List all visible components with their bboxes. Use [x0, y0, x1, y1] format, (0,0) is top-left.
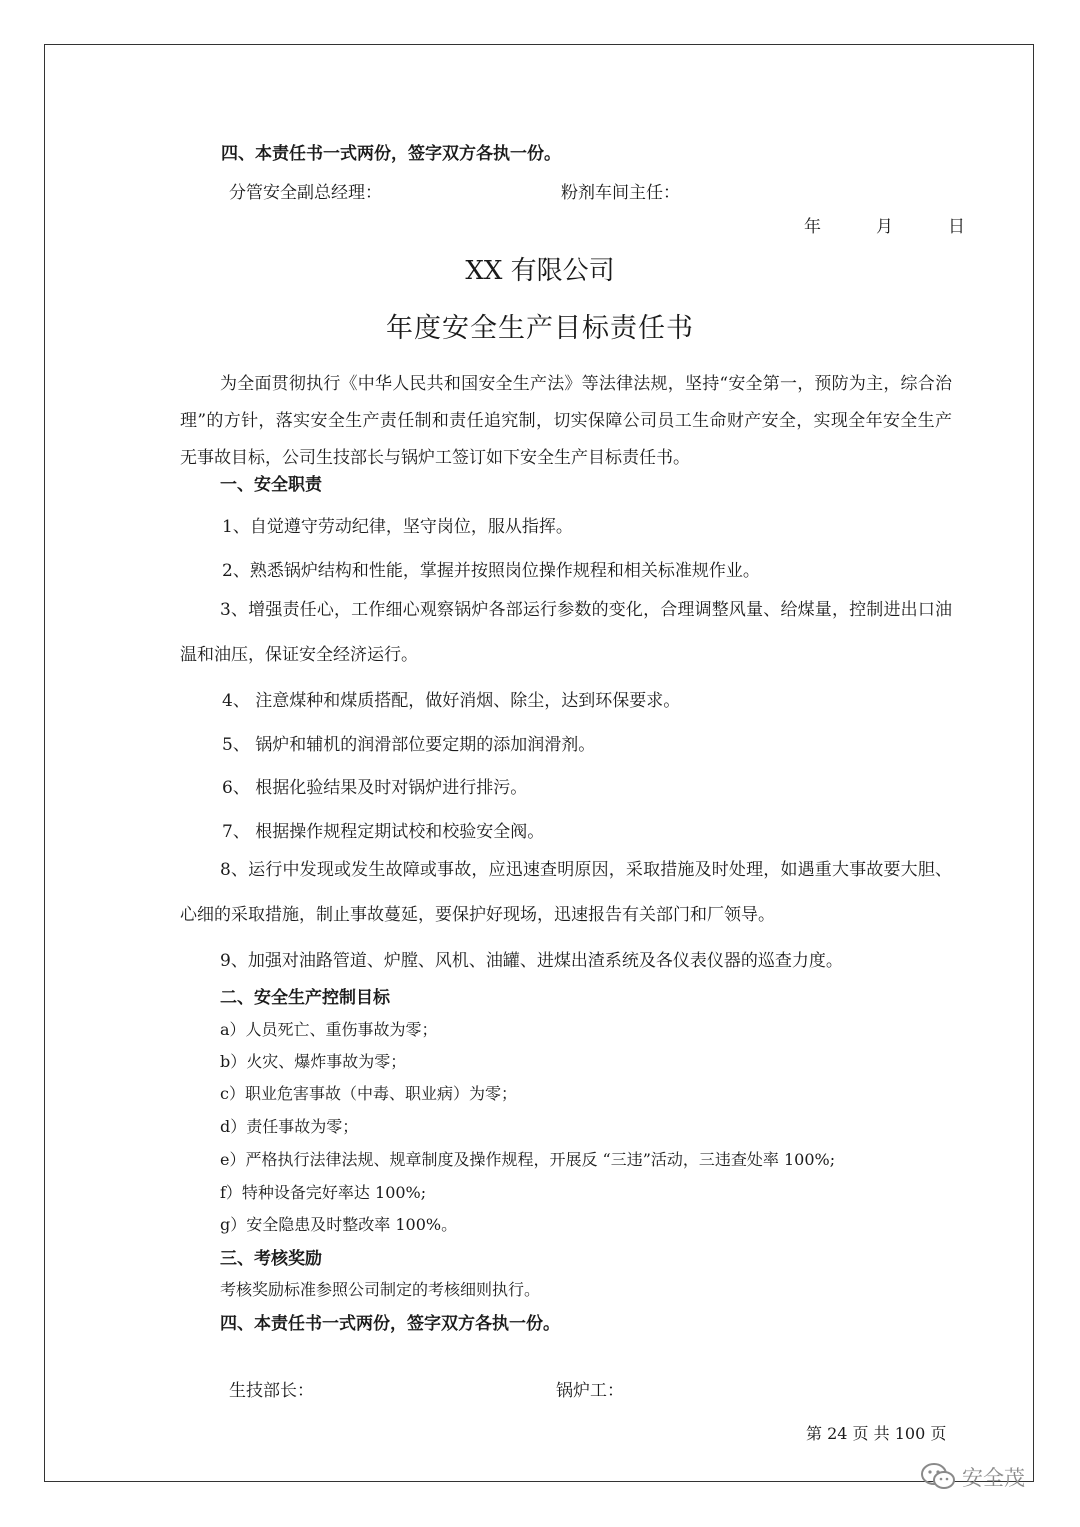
duty-item-5: 5、 锅炉和辅机的润滑部位要定期的添加润滑剂。	[222, 735, 596, 755]
company-title: XX 有限公司	[465, 256, 615, 286]
watermark	[920, 1462, 1025, 1492]
section3-text: 考核奖励标准参照公司制定的考核细则执行。	[220, 1280, 541, 1299]
section1-heading: 一、安全职责	[220, 475, 322, 495]
section2-heading: 二、安全生产控制目标	[220, 988, 390, 1008]
duty-item-6: 6、 根据化验结果及时对锅炉进行排污。	[222, 778, 528, 798]
top-sign-right: 粉剂车间主任：	[561, 183, 680, 203]
duty-item-1: 1、自觉遵守劳动纪律，坚守岗位，服从指挥。	[222, 517, 573, 537]
target-item-d: d）责任事故为零；	[220, 1117, 359, 1136]
duty-item-7: 7、 根据操作规程定期试校和校验安全阀。	[222, 822, 545, 842]
target-item-c: c）职业危害事故（中毒、职业病）为零；	[220, 1084, 517, 1103]
target-item-e: e）严格执行法律法规、规章制度及操作规程，开展反 “三违”活动，三违查处率 100%;	[220, 1150, 836, 1169]
target-item-b: b）火灾、爆炸事故为零；	[220, 1052, 407, 1071]
watermark-text: 安全茂	[962, 1466, 1025, 1490]
target-item-f: f）特种设备完好率达 100%;	[220, 1183, 427, 1202]
duty-item-3: 3、增强责任心，工作细心观察锅炉各部运行参数的变化，合理调整风量、给煤量，控制进出口油温和油压，保证安全经济运行。	[180, 600, 952, 665]
duty-item-8: 8、运行中发现或发生故障或事故，应迅速查明原因，采取措施及时处理，如遇重大事故要大胆、心细的采取措施，制止事故蔓延，要保护好现场，迅速报告有关部门和厂领导。	[180, 860, 952, 925]
section4-heading: 四、本责任书一式两份，签字双方各执一份。	[220, 1314, 560, 1334]
top-date	[754, 212, 965, 237]
signature-right: 锅炉工：	[556, 1381, 624, 1401]
top-sign-left: 分管安全副总经理：	[229, 183, 382, 203]
signature-left: 生技部长：	[229, 1381, 314, 1401]
date-day: 日	[948, 217, 965, 237]
duty-item-4: 4、 注意煤种和煤质搭配，做好消烟、除尘，达到环保要求。	[222, 691, 681, 711]
target-item-a: a）人员死亡、重伤事故为零；	[220, 1020, 438, 1039]
intro-paragraph: 为全面贯彻执行《中华人民共和国安全生产法》等法律法规，坚持“安全第一，预防为主，综合治理”的方针，落实安全生产责任制和责任追究制，切实保障公司员工生命财产安全，实现全年安全生产无事故目标，公司生技部长与锅炉工签订如下安全生产目标责任书。	[180, 374, 952, 468]
wechat-icon	[920, 1462, 956, 1492]
section3-heading: 三、考核奖励	[220, 1249, 322, 1269]
top-clause-4: 四、本责任书一式两份，签字双方各执一份。	[221, 144, 561, 164]
target-item-g: g）安全隐患及时整改率 100%。	[220, 1215, 458, 1234]
duty-item-9: 9、加强对油路管道、炉膛、风机、油罐、进煤出渣系统及各仪表仪器的巡查力度。	[220, 951, 843, 971]
document-title: 年度安全生产目标责任书	[386, 313, 694, 344]
page-number: 第 24 页 共 100 页	[806, 1424, 947, 1443]
date-month: 月	[876, 217, 893, 237]
date-year: 年	[804, 217, 821, 237]
duty-item-2: 2、熟悉锅炉结构和性能，掌握并按照岗位操作规程和相关标准规作业。	[222, 561, 760, 581]
